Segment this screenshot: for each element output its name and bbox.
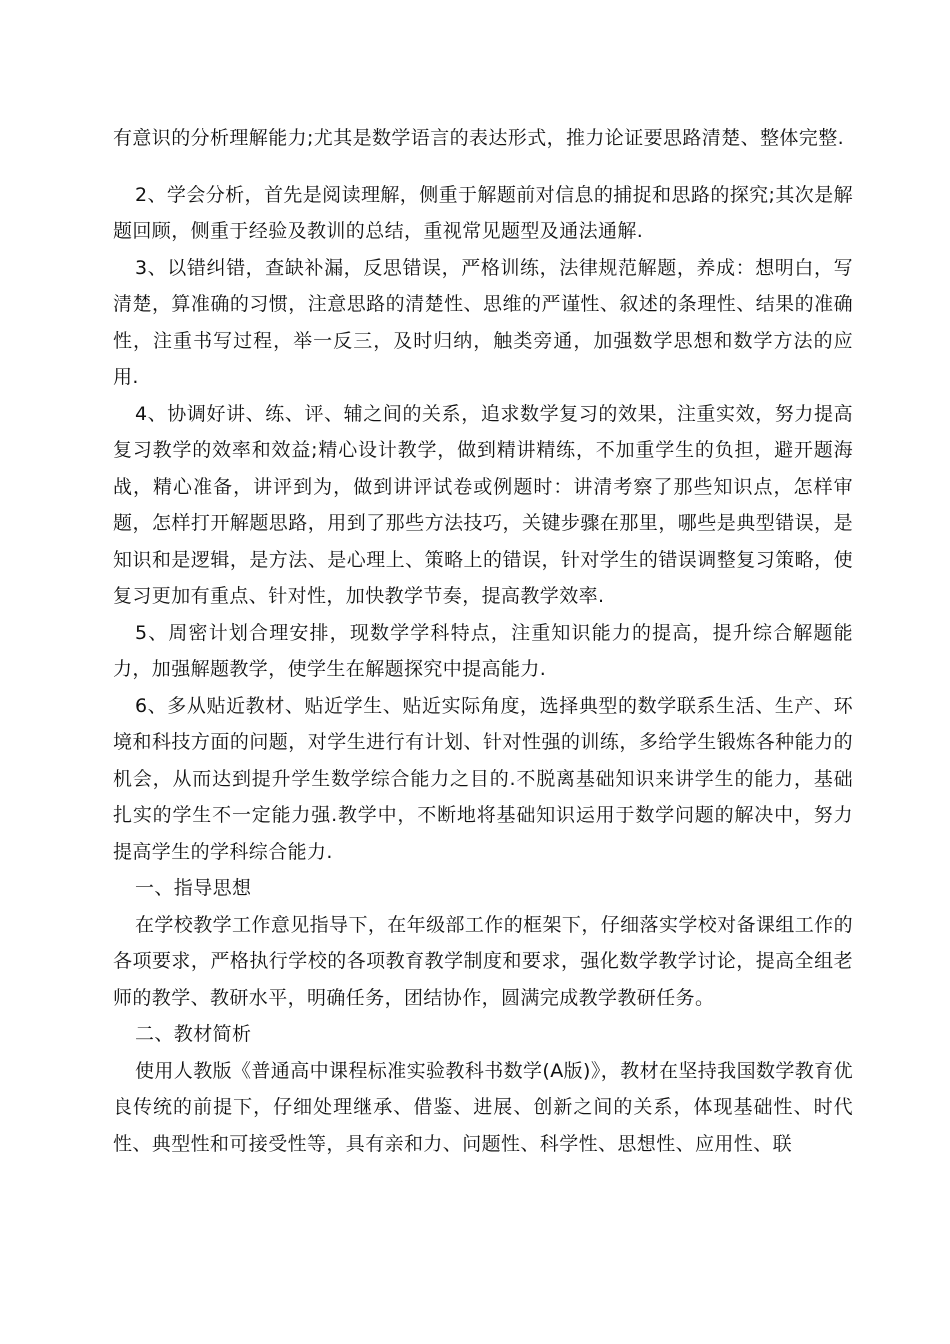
paragraph-item-5: 5、周密计划合理安排，现数学学科特点，注重知识能力的提高，提升综合解题能力，加强解题教学，使学生在解题探究中提高能力. [113,621,853,680]
paragraph-item-4: 4、协调好讲、练、评、辅之间的关系，追求数学复习的效果，注重实效，努力提高复习教学的效率和效益;精心设计教学，做到精讲精练，不加重学生的负担，避开题海战，精心准备，讲评到为，做到讲评试卷或例题时：讲清考察了那些知识点，怎样审题，怎样打开解题思路，用到了那些方法技巧，关键步骤在那里，哪些是典型错误，是知识和是逻辑，是方法、是心理上、策略上的错误，针对学生的错误调整复习策略，使复习更加有重点、针对性，加快教学节奏，提高教学效率. [113,402,853,607]
paragraph-guiding-thought: 在学校教学工作意见指导下，在年级部工作的框架下，仔细落实学校对备课组工作的各项要求，严格执行学校的各项教育教学制度和要求，强化数学教学讨论，提高全组老师的教学、教研水平，明确任务，团结协作，圆满完成教学教研任务。 [113,913,853,1009]
paragraph-item-6: 6、多从贴近教材、贴近学生、贴近实际角度，选择典型的数学联系生活、生产、环境和科技方面的问题，对学生进行有计划、针对性强的训练，多给学生锻炼各种能力的机会，从而达到提升学生数学综合能力之目的.不脱离基础知识来讲学生的能力，基础扎实的学生不一定能力强.教学中，不断地将基础知识运用于数学问题的解决中，努力提高学生的学科综合能力. [113,694,853,863]
paragraph-item-2: 2、学会分析，首先是阅读理解，侧重于解题前对信息的捕捉和思路的探究;其次是解题回顾，侧重于经验及教训的总结，重视常见题型及通法通解. [113,183,853,242]
paragraph-textbook-analysis: 使用人教版《普通高中课程标准实验教科书数学(A版)》，教材在坚持我国数学教育优良传统的前提下，仔细处理继承、借鉴、进展、创新之间的关系，体现基础性、时代性、典型性和可接受性等，具有亲和力、问题性、科学性、思想性、应用性、联 [113,1059,853,1155]
section-heading-guiding-thought: 一、指导思想 [135,877,252,899]
section-heading-textbook-analysis: 二、教材简析 [135,1023,252,1045]
paragraph-continuation: 有意识的分析理解能力;尤其是数学语言的表达形式，推力论证要思路清楚、整体完整. [113,127,845,149]
paragraph-item-3: 3、以错纠错，查缺补漏，反思错误，严格训练，法律规范解题，养成：想明白，写清楚，算准确的习惯，注意思路的清楚性、思维的严谨性、叙述的条理性、结果的准确性，注重书写过程，举一反三，及时归纳，触类旁通，加强数学思想和数学方法的应用. [113,256,853,388]
document-body [113,120,853,1162]
